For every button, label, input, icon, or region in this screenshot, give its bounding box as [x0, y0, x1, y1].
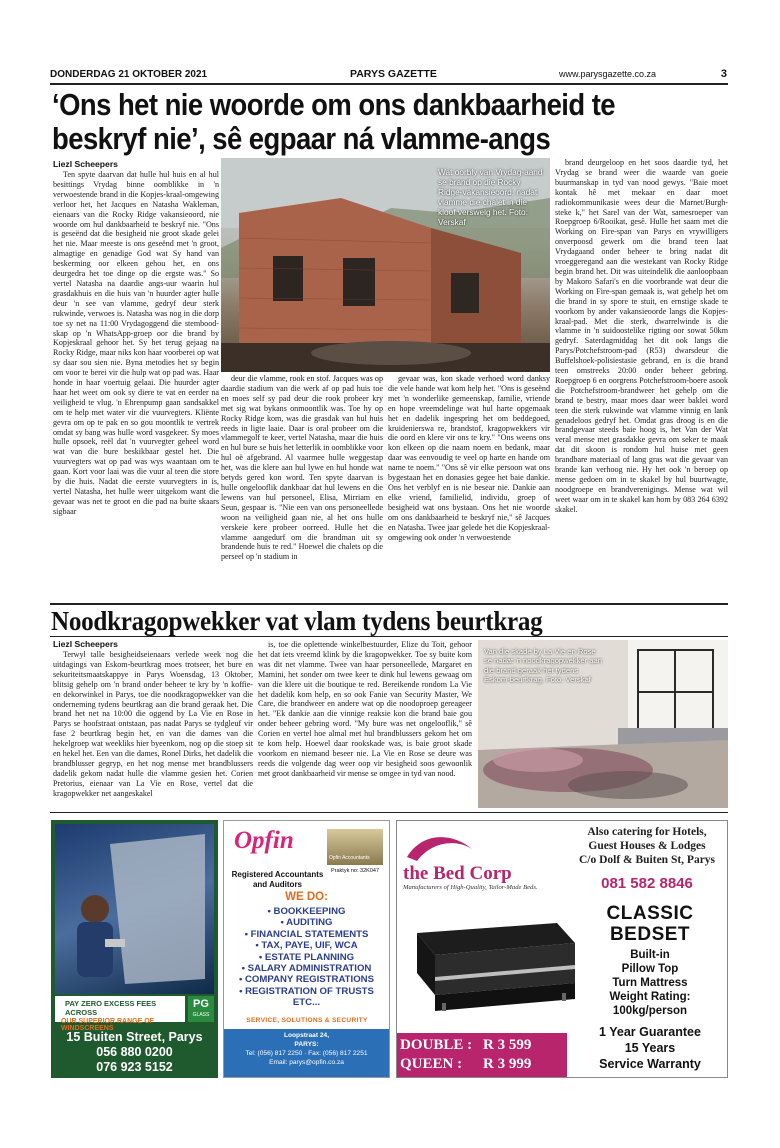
product-title-2: BEDSET — [609, 924, 691, 945]
windscreen-phone-2[interactable]: 076 923 5152 — [96, 1060, 173, 1074]
windscreen-phone-1[interactable]: 056 880 0200 — [96, 1045, 173, 1059]
bedcorp-product-title — [575, 903, 725, 945]
article1-column-1 — [53, 170, 219, 600]
windscreen-ad-contact — [51, 1030, 218, 1075]
opfin-service: • TAX, PAYE, UIF, WCA — [255, 940, 358, 952]
feature-5: 100kg/person — [612, 1005, 688, 1017]
bedcorp-address: C/o Dolf & Buiten St, Parys — [578, 854, 716, 866]
article2-column-1 — [53, 650, 253, 810]
article2-byline: Liezl Scheepers — [53, 639, 118, 649]
opfin-service: • ESTATE PLANNING — [258, 951, 355, 963]
article1-headline — [52, 88, 664, 156]
product-title-1: CLASSIC — [606, 903, 694, 924]
article1-column-2 — [221, 374, 383, 600]
header-rule — [50, 83, 728, 85]
bedcorp-phone[interactable]: 081 582 8846 — [601, 875, 693, 892]
price-double — [400, 1036, 567, 1055]
article1-photo — [221, 158, 550, 372]
opfin-service: • FINANCIAL STATEMENTS — [244, 928, 369, 940]
article1-col4-text: brand deurgeloop en het soos daardie tyd, het Vrydag se brand weer die waarde van goeie buurmanskap in tyd van nood gewys. "Baie moet kontak hê met mekaar en daar moet radiokommunikasie wees deur die Marnet/Burgh-steke k," het Sarel van der Wat, samesroeper van Roepgroep 6/Rooikat, gesê. Hulle het saam met die Working on Fire-span van Parys en vrywilligers onverpoosd gewerk om die brand teen laat Vrydagaand onder beheer te bring nadat dit vroeggeregand aan die westekant van Rocky Ridge begin brand het. Dit was uiteindelik die aanloopbaan by Makoro Safari's en die voorbrande wat deur die Working on Fire-span gemaak is, wat gehelp het om die brand in sy spore te stuit, en ernstige skade te voorkom by ander vakansieoorde langs die Kopjes-kraal-pad. Met die sterk, dwarrelwinde is die vlamme in 'n suidoostelike rigting oor sowat 50km gedryf. Saterdagmiddag het dit ook langs die Parys/Potchefstroom-pad (R53) dwarsdeur die Buffelshoek-polisiestasie gebrand, en is die brand teen omstreeks 20:00 onder beheer gebring. Roepgroep 6 en oorgrens Potchefstroom-boere asook die Potchefstroom-brandweer het gehelp om die brand te bestry, maar moes daar weer baklei word teen die sterk rukwinde wat vlamme vinnig en lank genadeloos gedryf het. Omdat gras droog is en die brandgevaar steeds baie hoog is, het Van der Wat veral mense met grasdakke gevra om seker te maak dat dit skoon is rondom hul huise met geen brandbare materiaal of lang gras wat die gevaar van brande kan verhoog nie. Hy het ook 'n beroep op mense gedoen om in te skakel by hul buurtwagte, noodgroepe en brandverenigings. Mense wat wil weet waar om in te skakel kan hom by 083 264 6392 skakel. — [555, 158, 728, 514]
bedcorp-brand: the Bed Corp — [403, 863, 512, 884]
article2-rule — [50, 636, 728, 637]
guarantee-1: 1 Year Guarantee — [599, 1025, 701, 1039]
pg-glass-logo — [188, 996, 214, 1022]
page-number: 3 — [720, 68, 727, 80]
article2-col2-text: is, toe die oplettende winkelbestuurder, Elize du Toit, gehoor het dat iets vreemd klink by die kragopwekker. Toe sy buite kom was dit net vlamme. Twee van haar personeellede, Margaret en Mamini, het sonder om twee keer te dink hul lewens gewaag om van die klere uit die boutique te red. Bereikende rondom La Vie het dadelik kom help, en so ook Fanie van Security Master, We Care, die brandweer en andere wat op die noodoproep gereageer het. "Ek dankie aan die vinnige reaksie kon die brand baie gou onder beheer gebring word. "My bure was net ongelooflik," sê Corien en vertel hoe almal met hul brandblussers gekom het om te kom help. Hoewel daar rookskade was, is baie groot skade voorkom en niemand beseer nie. La Vie en Rose se deure was reeds die volgende dag weer oop vir besigheid soos gewoonlik met groot dankbaarheid vir mense se omgee in tyd van nood. — [258, 640, 472, 778]
article1-photo-caption: Wat oorbly van Vrydag-aand se brand op die Rocky Ridge-vakansieoord, nadat vlamme die chalet in die kloof verswelg het. Foto: Verskaf — [438, 167, 543, 227]
guarantee-3: Service Warranty — [599, 1057, 701, 1071]
opfin-service: ETC... — [292, 997, 321, 1009]
guarantee-2: 15 Years — [624, 1041, 676, 1055]
windscreen-address: 15 Buiten Street, Parys — [66, 1030, 203, 1044]
article2-col1-text: Terwyl talle besigheidseienaars verlede week nog die uitdagings van Eskom-beurtkrag moes trotseer, het bure en sekuriteitsmaatskappye in Parys Woensdag, 13 Oktober, blitsig gehelp om 'n brand onder beheer te kry by 'n koffie- en dekorwinkel in Parys, toe die noodkragopwekker van die onderneming tydens beurtkrag aan die brand geraak het. Die brand het net na 10:00 die oggend by La Vie en Rose in Parys se hoofstraat ontstaan, pas nadat Parys se tydgleuf vir fase 2 beurtkrag begin het, en van die dames van die hekelgroep wat weekliks hier byeenkom, nog op die stoep sit en hekel het. Een van die dames, Ronel Dirks, het dadelik die brandblusser gegryp, en het nog mense met brandblussers dadelik gekom nadat hulle die vlamme gesien het. Corien Pretorius, eienaar van La Vie en Rose, vertel dat die kragopwekker net aangeskakel — [53, 650, 253, 798]
article2-headline: Noodkragopwekker vat vlam tydens beurtkrag — [51, 606, 543, 636]
ads-rule — [50, 812, 728, 813]
pg-logo-sub: GLASS — [192, 1012, 210, 1018]
bedcorp-swirl-logo — [402, 827, 482, 867]
issue-date: DONDERDAG 21 OKTOBER 2021 — [50, 69, 208, 80]
opfin-service: • SALARY ADMINISTRATION — [241, 963, 372, 975]
banner-line-2: OUR SUPERIOR RANGE OF WINDSCREENS — [61, 1018, 154, 1032]
newspaper-name: PARYS GAZETTE — [350, 68, 437, 80]
opfin-reg-number: Praktyk no: 32K047 — [331, 868, 380, 874]
bedcorp-guarantee — [575, 1024, 725, 1072]
article1-column-4 — [555, 158, 728, 600]
opfin-building-label: Opfin Accountants — [329, 855, 370, 861]
bedcorp-price-box — [397, 1033, 567, 1077]
pg-logo-text: PG — [193, 998, 209, 1010]
opfin-contact-bar — [224, 1029, 389, 1077]
windscreen-ad-banner — [55, 996, 185, 1032]
feature-2: Pillow Top — [621, 963, 679, 975]
article1-byline: Liezl Scheepers — [53, 159, 118, 169]
opfin-address-1: Loopstraat 24, — [283, 1032, 330, 1039]
section-rule — [50, 603, 728, 605]
opfin-service: • BOOKKEEPING — [267, 906, 346, 917]
bedcorp-tagline: Manufacturers of High-Quality, Tailor-Made Beds. — [403, 884, 538, 891]
banner-line-1: PAY ZERO EXCESS FEES ACROSS — [65, 999, 157, 1017]
double-price: R 3 599 — [483, 1037, 532, 1053]
opfin-tagline-1: Registered Accountants — [231, 870, 324, 879]
opfin-arc-slogan: SERVICE, SOLUTIONS & SECURITY — [246, 1017, 368, 1024]
opfin-service: • REGISTRATION OF TRUSTS — [239, 985, 374, 997]
windscreen-ad[interactable] — [51, 820, 218, 1078]
opfin-address-2: PARYS: — [294, 1041, 319, 1048]
article2-photo-caption: Van die skade by La Vie en Rose se nadat 'n noodkragopwekker aan die brand geraak het tydens Eskom-beurtkrag. Foto: Verskaf — [484, 647, 602, 685]
mattress-image — [407, 903, 577, 1013]
website-url[interactable]: www.parysgazette.co.za — [559, 69, 657, 79]
opfin-email[interactable]: Email: parys@opfin.co.za — [269, 1059, 344, 1066]
opfin-service: • AUDITING — [280, 917, 333, 929]
article1-col3-text: gevaar was, kon skade verhoed word danksy die vele hande wat kom help het. "Ons is geseënd met 'n wonderlike gemeenskap, familie, vriende en hope vreemdelinge wat hul harte opgemaak het en dadelik ingespring het om beddegoed, kruidenierswa re, brandstof, kragopwekkers vir die oord en klere vir ons te kry." "Ons weens ons kon elkeen op die naam noem en bedank, maar daar was eenvoudig te veel op harte en hande om name te noem." "Ons sê vir elke persoon wat ons bygestaan het en donasies gegee het baie dankie. Ons het verblyf en is nie besear nie. Dankie aan elke vriend, familielid, individu, groep of besigheid wat ons bystaan. Ons het nie woorde om ons dankbaarheid te beskryf nie," sê Jacques en Natasha. Twee jaar gelede het die Kopjeskraal-omgewing ook onder 'n verwoestende — [388, 374, 550, 542]
price-queen — [400, 1055, 567, 1074]
bedcorp-features — [575, 948, 725, 1018]
opfin-ad[interactable] — [223, 820, 390, 1078]
opfin-service: • COMPANY REGISTRATIONS — [238, 974, 374, 986]
double-label: DOUBLE : — [400, 1037, 473, 1053]
feature-3: Turn Mattress — [612, 977, 688, 989]
article1-column-3 — [388, 374, 550, 600]
article2-column-2 — [258, 640, 472, 810]
page-header — [50, 66, 730, 84]
feature-1: Built-in — [630, 949, 670, 961]
queen-label: QUEEN : — [400, 1056, 463, 1072]
opfin-services-list — [224, 906, 389, 1009]
bedcorp-ad[interactable] — [396, 820, 728, 1078]
opfin-logo: Opfin — [234, 827, 294, 854]
catering-line-2: Guest Houses & Lodges — [588, 840, 706, 852]
article1-col1-text: Ten spyte daarvan dat hulle hul huis en al hul besittings Vrydag binne oomblikke in 'n verwoestende brand in die Kopjes-kraal-omgewing verloor het, het Jacques en Natasha Wakleman, eienaars van die Rocky Ridge vakansieoord, nie woorde om hul dankbaarheid te beskryf nie. "Ons is geseënd dat die besigheid nie groot skade gelei het nie. Maar meeste is ons geseënd met 'n groot, almagtige en genadige God wat Sy hand van beskerming oor elkeen gehou het, en ons deurgedra het toe dinge op die ergste was." So vertel Natasha na daardie angs-uur waarin hul grasdakhuis en die huis van 'n huurder agter hulle deur 'n see van vlamme, gedryf deur sterk rukwinde, verwoes is. Natasha was nog in die dorp toe sy net na 11:00 Vrydagoggend die stembood-skap op 'n WhatsApp-groep oor die brand by Kopjeskraal gehoor het. Sy het terug gejaag na Rocky Ridge, maar niks kon haar voorberei op wat sy daar sou sien nie. Byna metodies het sy begin om voor te berei vir die hulp wat op pad was. Haar honde in haar voertuig gelaai. Die huurder agter haar het weet om ook sy diere te vat en eerder na veiligheid te vlug. 'n Ehrenpump gaan sandsakkel om te help met water vir die vuurvegters. Kliënte gevra om op te pak en so gou moontlik te vertrek omdat sy bang was hulle word vasgekeer. Sy moes hulle opsoek, reël dat 'n vuurvegter geheel word wat van die bure beskikbaar gestel het. Die vuurvegters wat op pad was wys waantaan om te gaan. Kort voor laai was die vuur al teen die store by die huis. Nadat die eerste vuurvegters in is, vertel Natasha, het hulle weer uitgekom want die gevaar was net te groot en die pad na buite skaars sigbaar — [53, 170, 219, 516]
windscreen-ad-photo — [55, 824, 214, 994]
headline-line-1: ‘Ons het nie woorde om ons dankbaarheid te — [52, 88, 616, 122]
opfin-building-photo — [327, 829, 383, 865]
article1-col2-text: deur die vlamme, rook en stof. Jacques was op daardie stadium van die werk af op pad huis toe en moes self sy pad deur die rook probeer kry met sig wat bykans onmoontlik was. Toe hy op Rocky Ridge kom, was die grasdak van hul huis reeds in ligte laaie. Daar is oral probeer om die vlammegolf te keer, vertel Natasha, maar die huis en hul bure se huis het letterlik in oomblikke voor hul oë afgebrand. Al vaarmee hulle weggestap het, was die klere aan hul lywe en hul honde wat betyds gered kon word. Ten spyte daarvan is hulle ongelooflik dankbaar dat hul lewens en die lewens van hul personeel, Elisa, Mirriam en Seun, gespaar is. "Nie een van ons personeellede woon na veiligheid gaan nie, al het ons hulle verskeie kere probeer oorreed. Hulle het die vlamme aangedurf om die brandman uit sy brandende huis te red." Hoewel die chalets op die perseel op 'n stadium in — [221, 374, 383, 562]
bedcorp-catering — [569, 825, 725, 867]
headline-line-2: beskryf nie’, sê egpaar ná vlamme-angs — [52, 122, 551, 156]
catering-line-1: Also catering for Hotels, — [587, 826, 707, 838]
queen-price: R 3 999 — [483, 1056, 532, 1072]
fitter-with-windscreen-image — [55, 824, 214, 994]
opfin-tel[interactable]: Tel: (056) 817 2250 · Fax: (056) 817 2251 — [245, 1050, 368, 1057]
opfin-tagline-2: and Auditors — [252, 879, 303, 889]
article2-photo — [478, 640, 728, 808]
feature-4: Weight Rating: — [609, 991, 691, 1003]
opfin-we-do: WE DO: — [285, 891, 328, 903]
opfin-tagline — [230, 870, 325, 889]
